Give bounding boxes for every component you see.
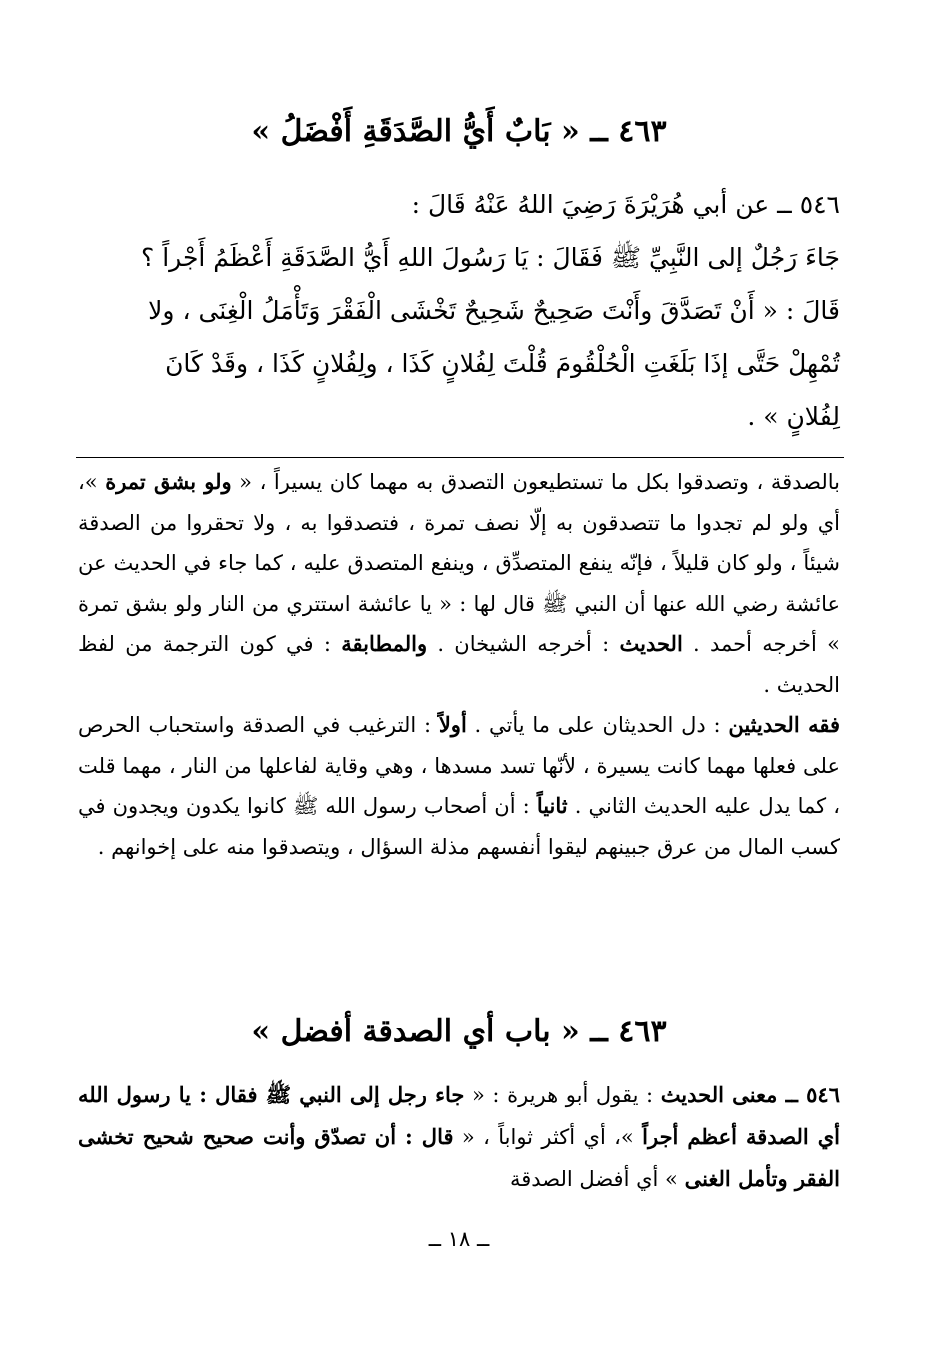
- hadith-line: ٥٤٦ ــ عن أبي هُرَيْرَةَ رَضِيَ اللهُ عَنْهُ قَالَ :: [411, 190, 840, 219]
- chapter-title: ٤٦٣ ــ « بَابٌ أَيُّ الصَّدَقَةِ أَفْضَلُ »: [251, 114, 667, 149]
- text-run: بالصدقة ، وتصدقوا بكل ما تستطيعون التصدق به مهما كان يسيراً ، «: [231, 470, 840, 494]
- text-run: : في كون الترجمة من لفظ الحديث .: [78, 632, 840, 697]
- hadith-line: لِفُلانٍ » .: [747, 402, 840, 431]
- text-run: » أي أفضل الصدقة: [509, 1167, 685, 1191]
- hadith-line: قَالَ : « أَنْ تَصَدَّقَ وأَنْتَ صَحِيحٌ شَحِيحٌ تَخْشَى الْفَقْرَ وَتَأْمَلُ الْغِنَى ، ولا: [148, 296, 840, 325]
- separator-rule: [76, 457, 844, 458]
- bold-term: أولاً: [438, 712, 467, 737]
- bold-term: ولو بشق تمرة: [105, 469, 232, 494]
- text-run: : أخرجه الشيخان .: [427, 632, 620, 656]
- hadith-text: [78, 178, 840, 443]
- bold-term: ٥٤٦ ــ معنى الحديث: [660, 1082, 840, 1107]
- hadith-line: جَاءَ رَجُلٌ إلى النَّبِيِّ ﷺ فَقَالَ : يَا رَسُولَ اللهِ أَيُّ الصَّدَقَةِ أَعْظَمُ أَجْراً ؟: [141, 243, 840, 272]
- bold-term: فقه الحديثين: [728, 712, 840, 737]
- commentary-paragraph: [78, 1074, 840, 1200]
- commentary-explanation: [78, 1074, 840, 1200]
- hadith-line: تُمْهِلْ حَتَّى إذَا بَلَغَتِ الْحُلْقُومَ قُلْتَ لِفُلانٍ كَذَا ، ولِفُلانٍ كَذَا ، وقَدْ كَانَ: [165, 349, 840, 378]
- text-run: »، أي أكثر ثواباً ، «: [453, 1125, 643, 1149]
- page-number: ــ ١٨ ــ: [428, 1227, 490, 1251]
- text-run: : دل الحديثان على ما يأتي .: [466, 713, 729, 737]
- bold-term: ثانياً: [536, 793, 568, 818]
- text-run: »، أي ولو لم تجدوا ما تتصدقون به إلّا نصف تمرة ، فتصدقوا به ، ولا تحقروا من الصدقة شيئاً ، ولو كان قليلاً ، فإنّه ينفع المتصدِّق ، وينفع المتصدق عليه ، كما جاء في الحديث عن عائشة رضي الله عنها أن النبي ﷺ قال لها : « يا عائشة استتري من النار ولو بشق تمرة » أخرجه أحمد .: [78, 470, 840, 656]
- commentary-paragraph: [78, 705, 840, 867]
- bold-term: والمطابقة: [341, 631, 428, 656]
- text-run: : الترغيب في الصدقة واستحباب الحرص على فعلها مهما كانت يسيرة ، لأنّها تسد مسدها ، وهي وقاية لفاعلها من النار ، مهما قلت ، كما يدل عليه الحديث الثاني .: [78, 713, 840, 818]
- bold-term: جاء رجل إلى النبي ﷺ فقال : يا رسول الله أي الصدقة أعظم أجراً: [78, 1082, 841, 1149]
- commentary-paragraph: [78, 462, 840, 705]
- text-run: : يقول أبو هريرة : «: [464, 1083, 661, 1107]
- bold-term: الحديث: [619, 631, 683, 656]
- commentary-text: [78, 462, 840, 867]
- text-run: : أن أصحاب رسول الله ﷺ كانوا يكدون ويجدون في كسب المال من عرق جبينهم ليقوا أنفسهم مذلة السؤال ، ويتصدقوا منه على إخوانهم .: [78, 794, 840, 859]
- bold-term: قال : أن تصدّق وأنت صحيح شحيح تخشى الفقر وتأمل الغنى: [78, 1124, 840, 1191]
- chapter-title-commentary: ٤٦٣ ــ « باب أي الصدقة أفضل »: [251, 1014, 667, 1049]
